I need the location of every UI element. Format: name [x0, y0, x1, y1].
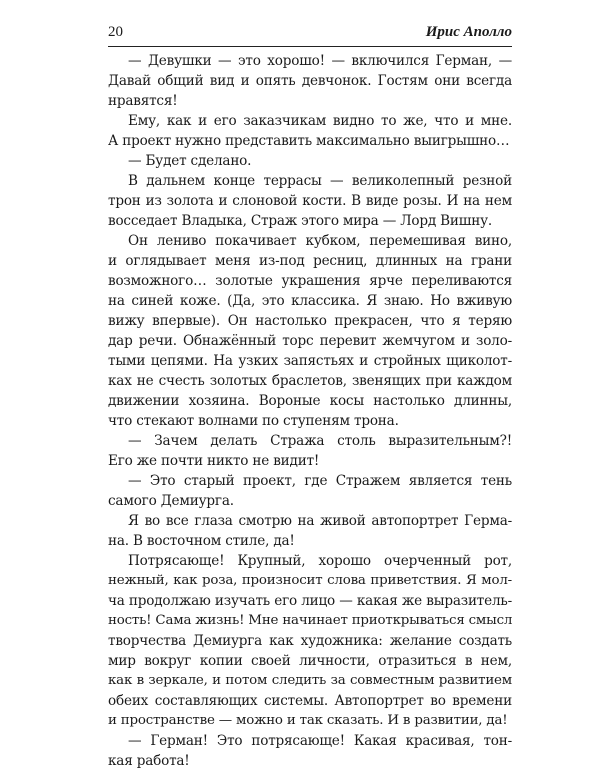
text-line: В дальнем конце террасы — великолепный резной: [128, 173, 512, 189]
text-line: Ему, как и его заказчикам видно то же, что и мне.: [128, 113, 512, 129]
text-line: на. В восточном стиле, да!: [108, 533, 295, 549]
text-line: ность! Сама жизнь! Мне начинает приоткрываться смысл: [108, 613, 512, 628]
text-line: ча продолжаю изучать его лицо — какая же выразитель-: [108, 593, 512, 609]
text-line: Его же почти никто не видит!: [108, 453, 320, 469]
text-line: Я во все глаза смотрю на живой автопортрет Герма-: [128, 513, 512, 529]
text-line: обеих составляющих системы. Автопортрет во времени: [108, 693, 512, 709]
text-line: Давай общий вид и опять девчонок. Гостям они всегда: [108, 73, 512, 89]
text-line: — Герман! Это потрясающе! Какая красивая, тон-: [128, 733, 512, 749]
text-line: — Это старый проект, где Стражем является тень: [128, 473, 512, 489]
text-line: творчества Демиурга как художника: желание создать: [108, 633, 512, 649]
text-line: дар речи. Обнажённый торс перевит жемчугом и золо-: [108, 333, 512, 349]
text-line: — Девушки — это хорошо! — включился Герман, —: [128, 53, 512, 69]
text-line: Он лениво покачивает кубком, перемешивая вино,: [128, 233, 512, 249]
running-header: [108, 22, 512, 47]
text-line: ках не счесть золотых браслетов, звенящих при каждом: [108, 373, 512, 389]
text-line: — Будет сделано.: [128, 153, 252, 169]
text-line: мир вокруг копии своей личности, отразиться в нем,: [108, 653, 512, 669]
text-line: тыми цепями. На узких запястьях и стройных щиколот-: [108, 353, 512, 369]
text-line: движении хозяина. Вороные косы настолько длинны,: [108, 393, 512, 409]
page-number: 20: [108, 24, 123, 40]
body-text: [108, 51, 512, 771]
text-line: Потрясающе! Крупный, хорошо очерченный рот,: [128, 553, 512, 569]
text-line: — Зачем делать Стража столь выразительным?!: [128, 433, 512, 449]
running-title: Ирис Аполло: [425, 24, 512, 40]
text-line: трон из золота и слоновой кости. В виде розы. И на нем: [108, 193, 512, 209]
text-line: на синей коже. (Да, это классика. Я знаю. Но вживую: [108, 293, 512, 309]
text-line: и пространстве — можно и так сказать. И в развитии, да!: [108, 713, 508, 728]
text-line: А проект нужно представить максимально выигрышно…: [108, 133, 510, 149]
text-line: что стекают волнами по ступеням трона.: [108, 413, 399, 429]
text-line: вижу впервые). Он настолько прекрасен, что я теряю: [108, 313, 512, 329]
text-line: самого Демиурга.: [108, 493, 234, 509]
text-line: и оглядывает меня из-под ресниц, длинных на грани: [108, 253, 512, 269]
text-line: нравятся!: [108, 93, 178, 109]
text-line: как в зеркале, и потом следить за совместным развитием: [108, 673, 512, 688]
text-line: нежный, как роза, произносит слова приветствия. Я мол-: [108, 573, 512, 588]
text-line: кая работа!: [108, 753, 190, 769]
text-line: возможного… золотые украшения ярче переливаются: [108, 273, 512, 289]
text-line: восседает Владыка, Страж этого мира — Лорд Вишну.: [108, 213, 492, 229]
